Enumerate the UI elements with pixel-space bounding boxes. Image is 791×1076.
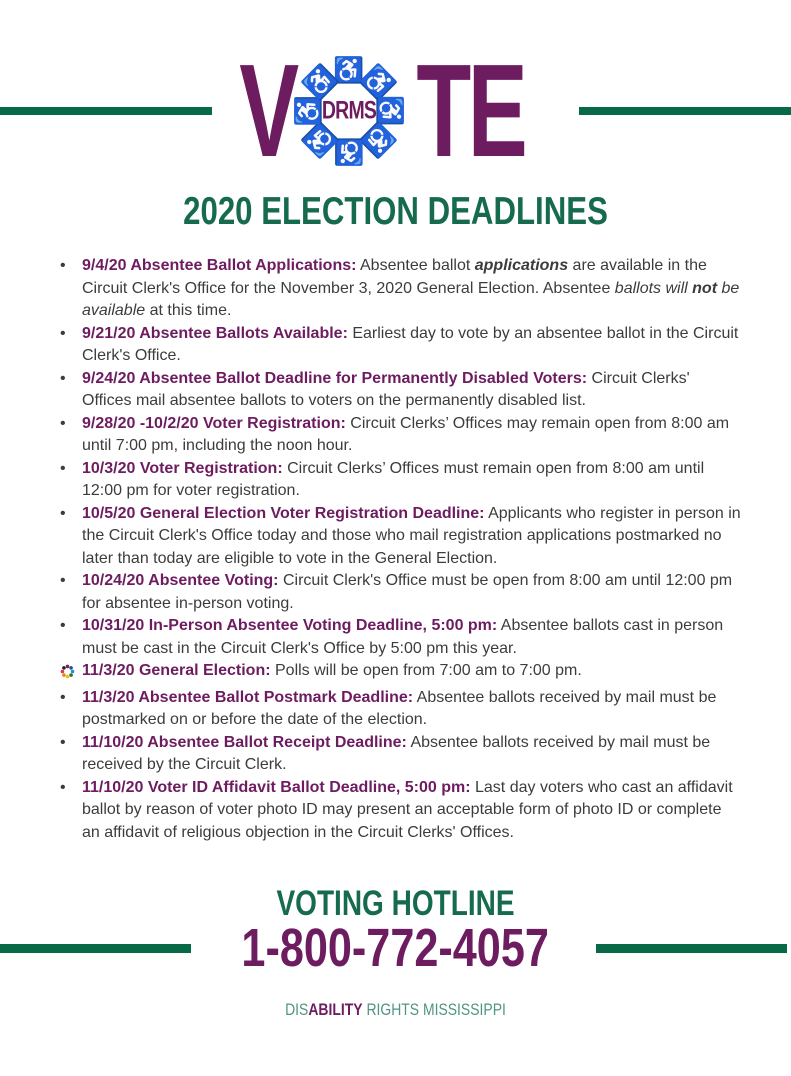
deadlines-list bbox=[60, 255, 743, 844]
deadline-date-lead: 11/10/20 Absentee Ballot Receipt Deadline: bbox=[82, 733, 407, 751]
deadline-item bbox=[60, 660, 743, 687]
deadline-item bbox=[60, 570, 743, 615]
deadline-item bbox=[60, 732, 743, 777]
deadline-date-lead: 10/3/20 Voter Registration: bbox=[82, 459, 283, 477]
bullet-icon: • bbox=[60, 778, 66, 796]
wheelchair-figure-icon: ♿ bbox=[375, 95, 404, 127]
wheelchair-figure-icon: ♿ bbox=[333, 137, 365, 166]
hotline-label: VOTING HOTLINE bbox=[276, 884, 515, 923]
hotline-row bbox=[0, 918, 791, 978]
deadline-item bbox=[60, 413, 743, 458]
deadline-text: 11/10/20 Voter ID Affidavit Ballot Deadline, 5:00 pm: Last day voters who cast an affidavit ballot by reason of voter photo ID may present an acceptable form of photo ID or complete an affidavit of religious objection in the Circuit Clerks' Offices. bbox=[82, 778, 733, 841]
wheelchair-figure-icon: ♿ bbox=[299, 61, 341, 104]
org-name-dis: DIS bbox=[285, 1000, 309, 1019]
deadline-item bbox=[60, 255, 743, 323]
deadline-date-lead: 11/10/20 Voter ID Affidavit Ballot Deadline, 5:00 pm: bbox=[82, 778, 471, 796]
logo-letters-te: TE bbox=[416, 37, 524, 184]
wheelchair-figure-icon: ♿ bbox=[299, 118, 341, 161]
vote-logo bbox=[226, 37, 550, 184]
org-name-ability: ABILITY bbox=[308, 1000, 363, 1019]
right-rule bbox=[579, 107, 791, 115]
bullet-icon: • bbox=[60, 733, 66, 751]
deadline-text: 11/10/20 Absentee Ballot Receipt Deadline: Absentee ballots received by mail must be received by the Circuit Clerk. bbox=[82, 733, 711, 773]
wheelchair-figure-icon: ♿ bbox=[294, 95, 323, 127]
logo-drms-text: DRMS bbox=[321, 96, 376, 125]
hotline-right-rule bbox=[596, 944, 787, 953]
bullet-icon: • bbox=[60, 369, 66, 387]
deadline-text: 10/3/20 Voter Registration: Circuit Clerks’ Offices must remain open from 8:00 am until 12:00 pm for voter registration. bbox=[82, 459, 705, 499]
deadline-item bbox=[60, 458, 743, 503]
deadline-text: 10/31/20 In-Person Absentee Voting Deadline, 5:00 pm: Absentee ballots cast in person must be cast in the Circuit Clerk's Office by 5:00 pm this year. bbox=[82, 617, 724, 657]
bullet-icon: • bbox=[60, 459, 66, 477]
deadline-date-lead: 9/28/20 -10/2/20 Voter Registration: bbox=[82, 414, 346, 432]
deadline-text: 9/21/20 Absentee Ballots Available: Earliest day to vote by an absentee ballot in the Circuit Clerk's Office. bbox=[82, 324, 739, 364]
bullet-icon: • bbox=[60, 572, 66, 589]
deadline-item bbox=[60, 323, 743, 368]
hotline-left-rule bbox=[0, 944, 191, 953]
drms-people-circle-icon bbox=[294, 56, 404, 166]
deadline-date-lead: 9/4/20 Absentee Ballot Applications: bbox=[82, 257, 357, 274]
page-title: 2020 ELECTION DEADLINES bbox=[183, 190, 608, 233]
deadline-text: 10/5/20 General Election Voter Registration Deadline: Applicants who register in person in the Circuit Clerk's Office today and those who mail registration applications postmarked no later than today are eligible to vote in the General Election. bbox=[82, 504, 741, 567]
deadline-text: 11/3/20 General Election: Polls will be open from 7:00 am to 7:00 pm. bbox=[82, 662, 582, 679]
deadline-item bbox=[60, 687, 743, 732]
logo-letter-v: V bbox=[238, 37, 296, 184]
deadline-date-lead: 9/21/20 Absentee Ballots Available: bbox=[82, 324, 348, 342]
bullet-icon: • bbox=[60, 324, 66, 342]
deadline-date-lead: 11/3/20 General Election: bbox=[82, 662, 271, 679]
deadline-date-lead: 10/24/20 Absentee Voting: bbox=[82, 572, 279, 589]
drms-mini-bullet-icon bbox=[60, 660, 82, 687]
deadline-item bbox=[60, 368, 743, 413]
wheelchair-figure-icon: ♿ bbox=[356, 118, 399, 161]
org-name-rest: RIGHTS MISSISSIPPI bbox=[362, 1000, 506, 1019]
hotline-number: 1-800-772-4057 bbox=[241, 918, 550, 978]
org-name bbox=[71, 1001, 720, 1018]
deadline-item bbox=[60, 777, 743, 845]
bullet-icon: • bbox=[60, 414, 66, 432]
wheelchair-figure-icon: ♿ bbox=[356, 61, 399, 104]
bullet-icon: • bbox=[60, 504, 66, 522]
deadline-date-lead: 9/24/20 Absentee Ballot Deadline for Permanently Disabled Voters: bbox=[82, 369, 588, 387]
deadline-item bbox=[60, 503, 743, 571]
deadline-text: 9/24/20 Absentee Ballot Deadline for Permanently Disabled Voters: Circuit Clerks' Offices mail absentee ballots to voters on the permanently disabled list. bbox=[82, 369, 690, 409]
logo-band bbox=[0, 37, 791, 184]
deadline-text: 9/4/20 Absentee Ballot Applications: Absentee ballot applications are available in the Circuit Clerk's Office for the November 3, 2020 General Election. Absentee ballots will not be available at this time. bbox=[82, 257, 740, 319]
left-rule bbox=[0, 107, 212, 115]
flyer-page bbox=[0, 37, 791, 1076]
deadline-date-lead: 10/31/20 In-Person Absentee Voting Deadline, 5:00 pm: bbox=[82, 617, 498, 634]
deadline-text: 9/28/20 -10/2/20 Voter Registration: Circuit Clerks’ Offices may remain open from 8:00 am until 7:00 pm, including the noon hour. bbox=[82, 414, 730, 454]
deadline-item bbox=[60, 615, 743, 660]
bullet-icon: • bbox=[60, 257, 66, 274]
wheelchair-figure-icon: ♿ bbox=[333, 56, 365, 85]
bullet-icon: • bbox=[60, 688, 66, 706]
deadline-text: 11/3/20 Absentee Ballot Postmark Deadline: Absentee ballots received by mail must be postmarked on or before the date of the election. bbox=[82, 688, 717, 728]
deadline-date-lead: 11/3/20 Absentee Ballot Postmark Deadline: bbox=[82, 688, 414, 706]
deadline-date-lead: 10/5/20 General Election Voter Registration Deadline: bbox=[82, 504, 485, 522]
bullet-icon: • bbox=[60, 617, 66, 634]
deadline-text: 10/24/20 Absentee Voting: Circuit Clerk's Office must be open from 8:00 am until 12:00 pm for absentee in-person voting. bbox=[82, 572, 733, 612]
